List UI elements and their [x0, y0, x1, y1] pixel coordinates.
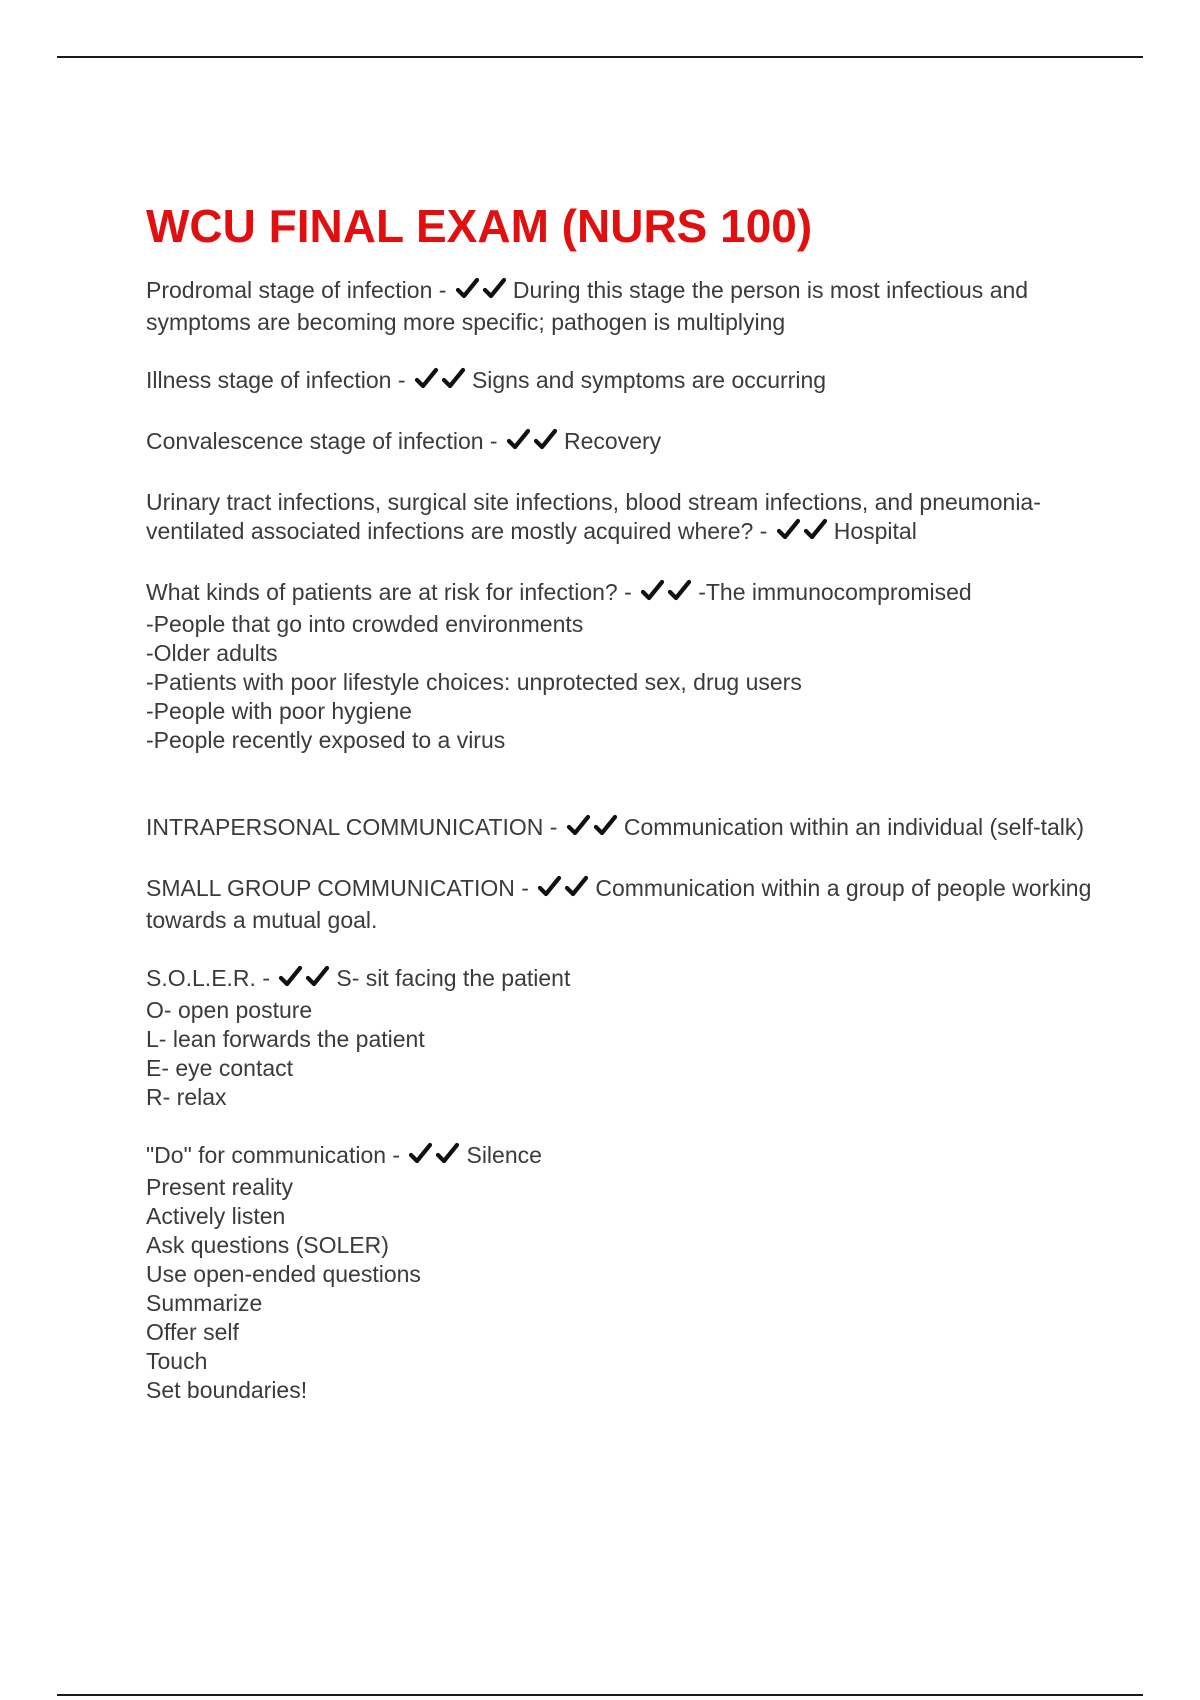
- bottom-rule: [57, 1694, 1143, 1696]
- double-checkmark-icon: [640, 579, 694, 610]
- separator: -: [753, 518, 774, 544]
- separator: -: [543, 814, 564, 840]
- qa-item: [146, 427, 1106, 459]
- question-text: S.O.L.E.R.: [146, 965, 256, 991]
- checkmark-icon: [455, 277, 482, 301]
- qa-item: [146, 874, 1106, 935]
- double-checkmark-icon: [278, 965, 332, 996]
- qa-item: [146, 813, 1106, 845]
- double-checkmark-icon: [408, 1142, 462, 1173]
- double-checkmark-icon: [566, 814, 620, 845]
- question-text: INTRAPERSONAL COMMUNICATION: [146, 814, 544, 840]
- question-text: Urinary tract infections, surgical site infections, blood stream infections, and pneumonia-ventilated associated infections are mostly acquired where?: [146, 489, 1041, 544]
- checkmark-icon: [566, 814, 593, 838]
- double-checkmark-icon: [776, 518, 830, 549]
- qa-item: [146, 1141, 1106, 1405]
- answer-text: -The immunocompromised -People that go into crowded environments -Older adults -Patients with poor lifestyle choices: unprotected sex, drug users -People with poor hygiene -People recently exposed to a virus: [146, 579, 972, 753]
- question-text: Prodromal stage of infection: [146, 277, 433, 303]
- qa-item: [146, 276, 1106, 337]
- qa-item: [146, 366, 1106, 398]
- qa-item: [146, 578, 1106, 755]
- answer-text: Signs and symptoms are occurring: [471, 367, 827, 393]
- checkmark-icon: [776, 518, 803, 542]
- checkmark-icon: [564, 875, 591, 899]
- answer-text: Recovery: [564, 428, 662, 454]
- checkmark-icon: [640, 579, 667, 603]
- checkmark-icon: [593, 814, 620, 838]
- question-text: Convalescence stage of infection: [146, 428, 484, 454]
- answer-text: Silence Present reality Actively listen Ask questions (SOLER) Use open-ended questions Summarize Offer self Touch Set boundaries!: [146, 1142, 542, 1403]
- answer-text: During this stage the person is most infectious and symptoms are becoming more specific; pathogen is multiplying: [146, 277, 1029, 335]
- checkmark-icon: [441, 367, 468, 391]
- double-checkmark-icon: [455, 277, 509, 308]
- double-checkmark-icon: [506, 428, 560, 459]
- checkmark-icon: [482, 277, 509, 301]
- checkmark-icon: [533, 428, 560, 452]
- top-rule: [57, 56, 1143, 58]
- double-checkmark-icon: [414, 367, 468, 398]
- question-text: SMALL GROUP COMMUNICATION: [146, 875, 515, 901]
- document-body: [146, 198, 1106, 1434]
- separator: -: [483, 428, 504, 454]
- checkmark-icon: [408, 1142, 435, 1166]
- checkmark-icon: [803, 518, 830, 542]
- checkmark-icon: [278, 965, 305, 989]
- answer-text: Communication within an individual (self-talk): [623, 814, 1085, 840]
- checkmark-icon: [435, 1142, 462, 1166]
- question-text: Illness stage of infection: [146, 367, 392, 393]
- separator: -: [617, 579, 639, 605]
- qa-item: [146, 488, 1106, 549]
- double-checkmark-icon: [537, 875, 591, 906]
- document-title: WCU FINAL EXAM (NURS 100): [146, 200, 813, 252]
- checkmark-icon: [305, 965, 332, 989]
- separator: -: [391, 367, 412, 393]
- checkmark-icon: [537, 875, 564, 899]
- separator: -: [386, 1142, 407, 1168]
- checkmark-icon: [667, 579, 694, 603]
- separator: -: [514, 875, 536, 901]
- checkmark-icon: [414, 367, 441, 391]
- separator: -: [432, 277, 453, 303]
- question-text: What kinds of patients are at risk for infection?: [146, 579, 618, 605]
- checkmark-icon: [506, 428, 533, 452]
- question-text: "Do" for communication: [146, 1142, 387, 1168]
- answer-text: S- sit facing the patient O- open posture L- lean forwards the patient E- eye contact R- relax: [146, 965, 571, 1110]
- separator: -: [255, 965, 277, 991]
- answer-text: Hospital: [833, 518, 917, 544]
- qa-item: [146, 964, 1106, 1112]
- answer-text: Communication within a group of people working towards a mutual goal.: [146, 875, 1092, 933]
